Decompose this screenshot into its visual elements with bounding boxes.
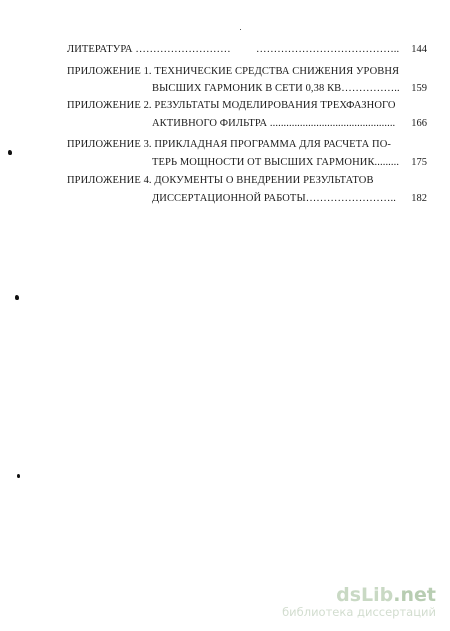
scan-dot — [240, 29, 241, 30]
scan-speck — [17, 474, 20, 478]
toc-entry-appendix-3: ПРИЛОЖЕНИЕ 3. ПРИКЛАДНАЯ ПРОГРАММА ДЛЯ РАСЧЕТА ПО- — [67, 139, 392, 150]
toc-entry-literature: ЛИТЕРАТУРА ……………………… — [67, 44, 231, 55]
toc-page-number: 182 — [411, 193, 427, 204]
toc-page-number: 144 — [411, 44, 427, 55]
watermark-logo-tld: .net — [393, 584, 436, 606]
watermark-subtitle: библиотека диссертаций — [282, 605, 436, 619]
toc-entry-appendix-1: ПРИЛОЖЕНИЕ 1. ТЕХНИЧЕСКИЕ СРЕДСТВА СНИЖЕНИЯ УРОВНЯ — [67, 66, 400, 77]
scan-speck — [8, 150, 12, 155]
toc-entry-appendix-3-cont: ТЕРЬ МОЩНОСТИ ОТ ВЫСШИХ ГАРМОНИК......... — [152, 157, 400, 168]
watermark — [282, 585, 436, 619]
toc-entry-appendix-4: ПРИЛОЖЕНИЕ 4. ДОКУМЕНТЫ О ВНЕДРЕНИИ РЕЗУЛЬТАТОВ — [67, 175, 374, 186]
toc-entry-literature-leader: ………………………………….. — [256, 44, 400, 55]
toc-entry-appendix-2-cont: АКТИВНОГО ФИЛЬТРА .............................................. — [152, 118, 396, 129]
toc-page-number: 166 — [411, 118, 427, 129]
watermark-logo — [282, 585, 436, 605]
watermark-logo-main: dsLib — [336, 584, 394, 606]
toc-page-number: 175 — [411, 157, 427, 168]
toc-entry-appendix-2: ПРИЛОЖЕНИЕ 2. РЕЗУЛЬТАТЫ МОДЕЛИРОВАНИЯ ТРЕХФАЗНОГО — [67, 100, 396, 111]
toc-entry-appendix-4-cont: ДИССЕРТАЦИОННОЙ РАБОТЫ…………………….. — [152, 193, 396, 204]
toc-entry-appendix-1-cont: ВЫСШИХ ГАРМОНИК В СЕТИ 0,38 КВ…………….. — [152, 83, 400, 94]
toc-page-number: 159 — [411, 83, 427, 94]
scan-speck — [15, 295, 19, 300]
